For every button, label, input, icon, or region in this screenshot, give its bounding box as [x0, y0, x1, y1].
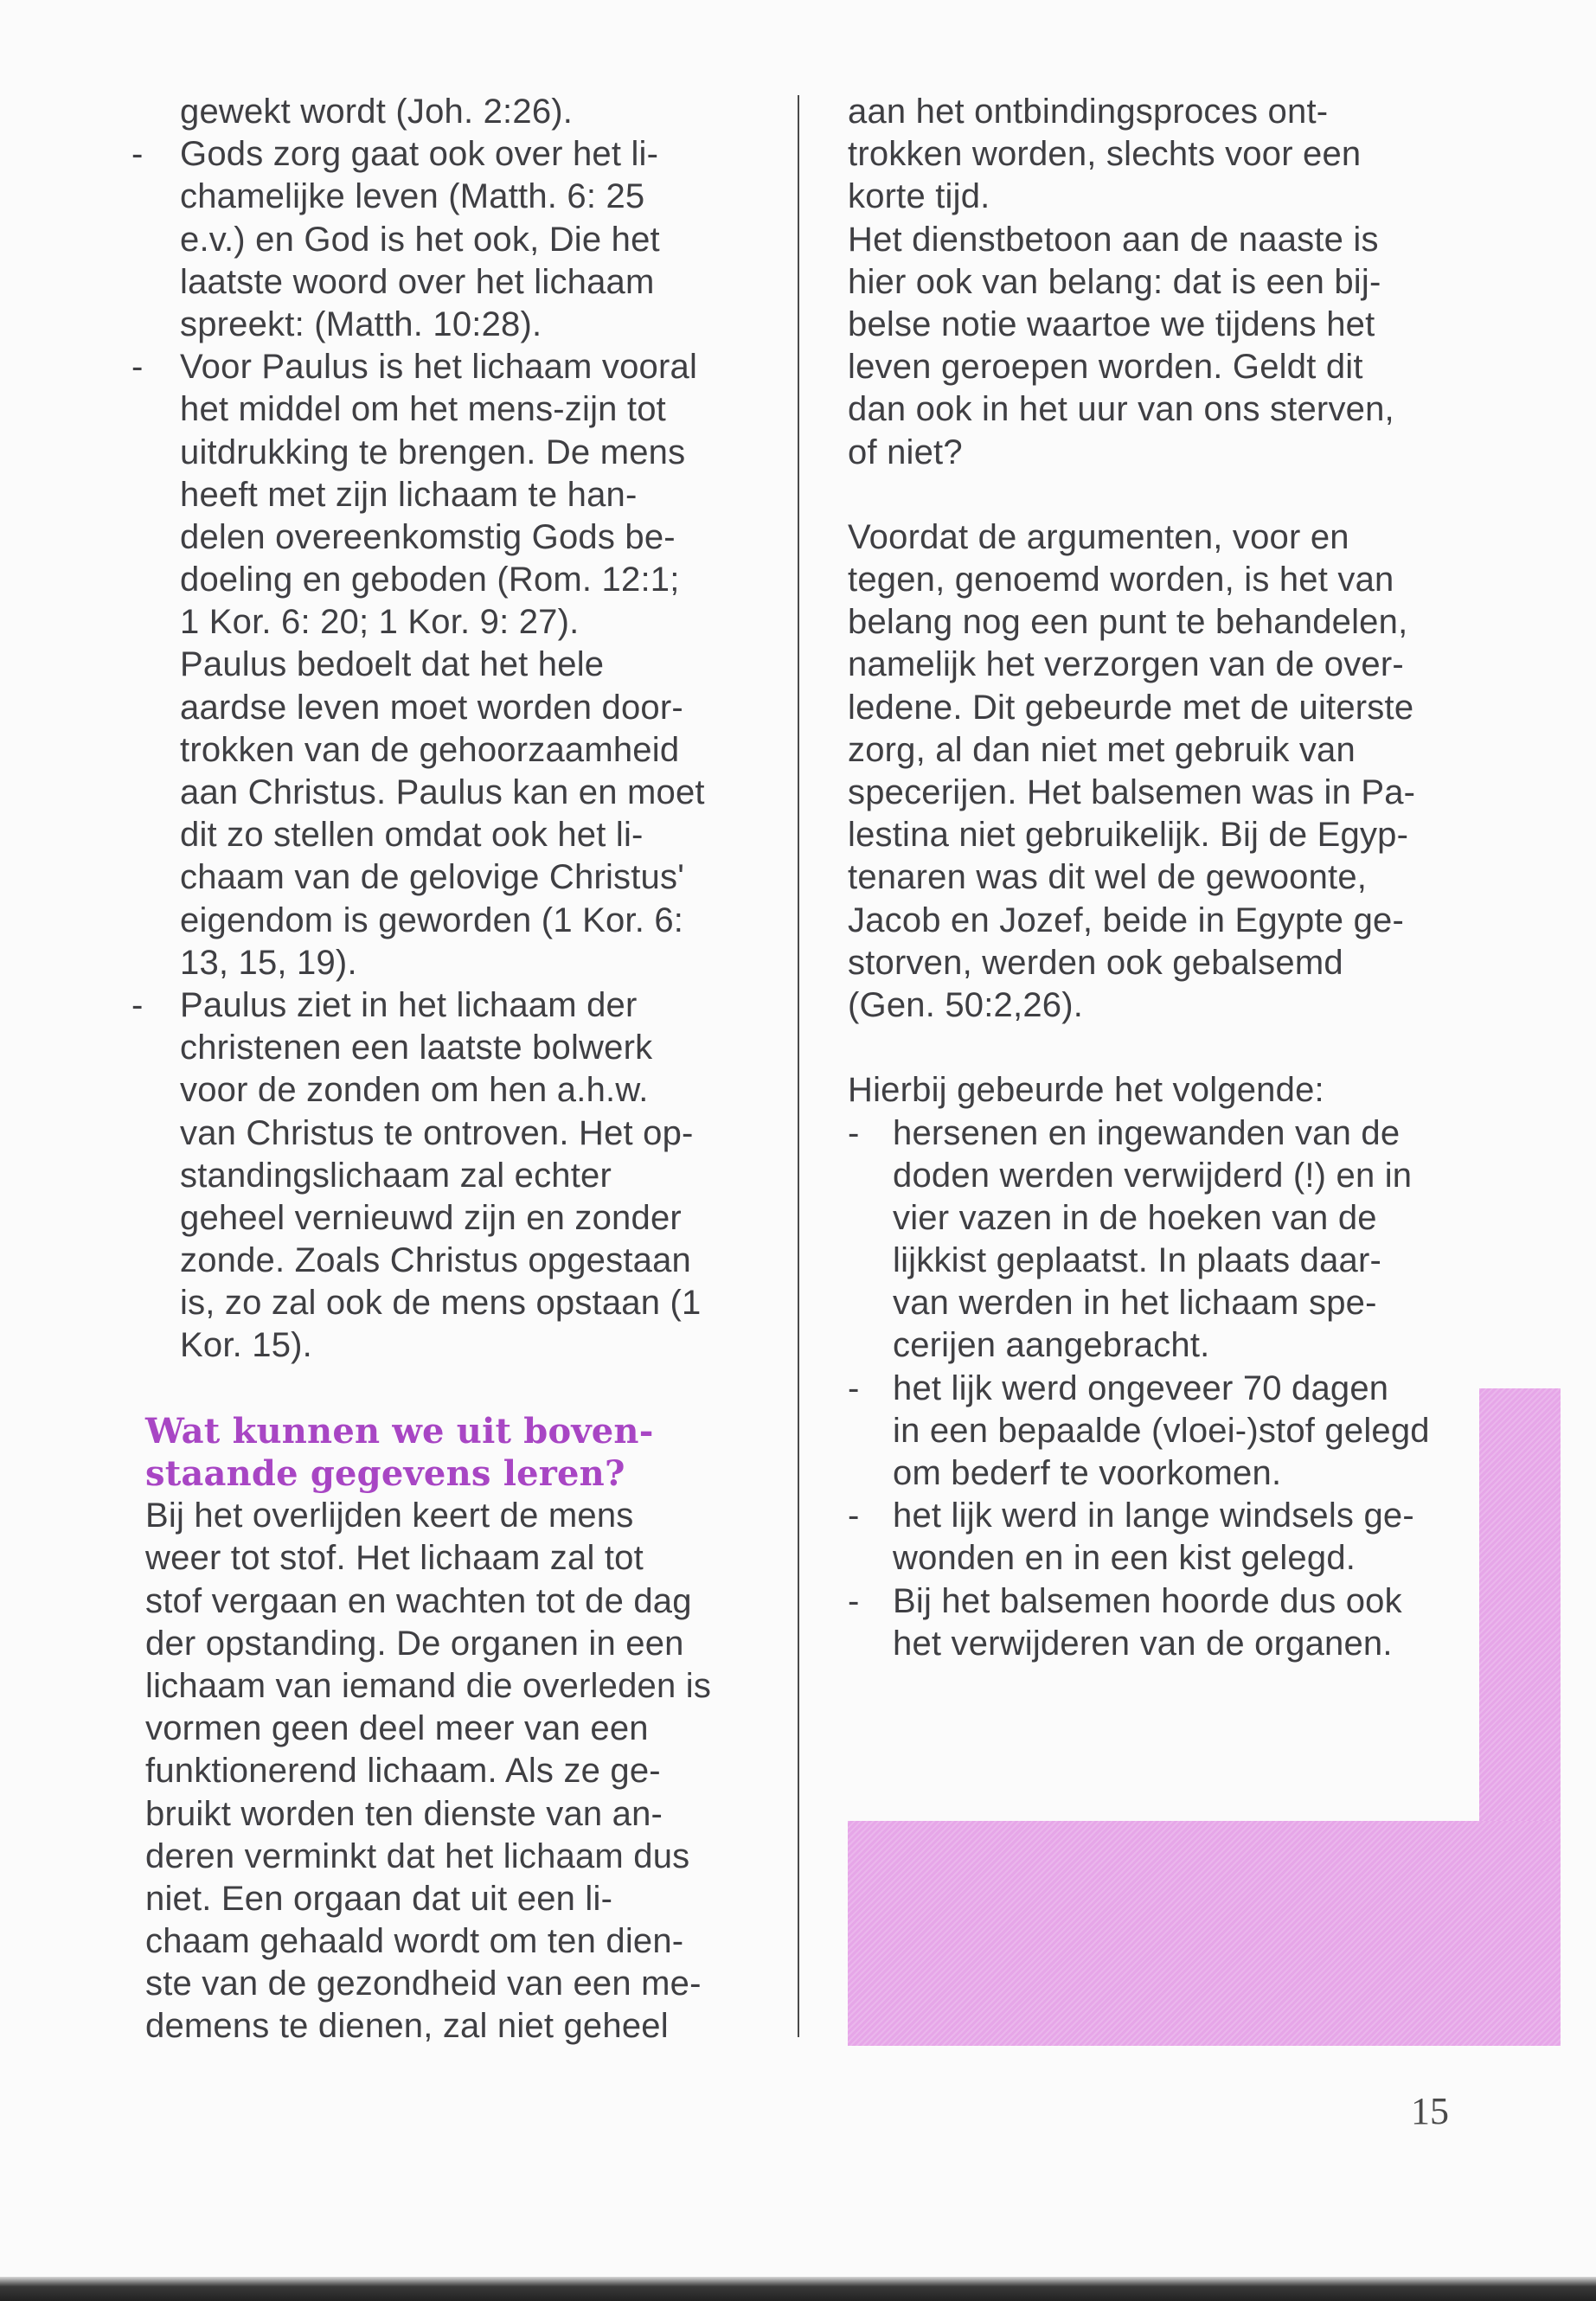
right-paragraph-2: [848, 516, 1479, 1027]
left-list-text: christenen een laatste bolwerk: [180, 1029, 653, 1067]
left-list-line: [147, 1324, 770, 1367]
left-paragraph-line: vormen geen deel meer van een: [145, 1709, 649, 1748]
right-paragraph-2-line: (Gen. 50:2,26).: [848, 985, 1084, 1024]
left-list-line: [147, 388, 770, 431]
left-list-text: eigendom is geworden (1 Kor. 6:: [180, 901, 684, 939]
right-paragraph-1-line: aan het ontbindingsproces ont-: [848, 93, 1329, 131]
left-list-line: [131, 984, 770, 1027]
right-list-line: [848, 1623, 1479, 1665]
left-list-line: [147, 1282, 770, 1324]
left-list-text: dit zo stellen omdat ook het li-: [180, 816, 644, 855]
left-list-line: [147, 1112, 770, 1155]
left-list-text: uitdrukking te brengen. De mens: [180, 433, 686, 471]
left-paragraph-line: stof vergaan en wachten tot de dag: [145, 1581, 692, 1620]
left-list-line: [147, 91, 770, 133]
right-paragraph-2-line: namelijk het verzorgen van de over-: [848, 645, 1404, 684]
left-list-text: spreekt: (Matth. 10:28).: [180, 304, 542, 343]
right-list-line: [848, 1537, 1479, 1580]
right-column: [848, 91, 1479, 1665]
left-list-text: zonde. Zoals Christus opgestaan: [180, 1241, 691, 1280]
right-list-line: [848, 1580, 1479, 1623]
right-list-text: wonden en in een kist gelegd.: [893, 1539, 1356, 1578]
right-paragraph-1-line: leven geroepen worden. Geldt dit: [848, 348, 1363, 387]
right-list-line: [848, 1282, 1479, 1324]
decorative-pink-bar-horizontal: [848, 1821, 1561, 2046]
left-list-line: [147, 432, 770, 474]
right-paragraph-2-line: specerijen. Het balsemen was in Pa-: [848, 773, 1416, 811]
heading-line-1: Wat kunnen we uit boven-: [145, 1410, 654, 1452]
right-list-text: doden werden verwijderd (!) en in: [893, 1156, 1413, 1195]
left-list-text: 1 Kor. 6: 20; 1 Kor. 9: 27).: [180, 603, 580, 642]
right-list-text: vier vazen in de hoeken van de: [893, 1198, 1377, 1237]
right-paragraph-1-line: hier ook van belang: dat is een bij-: [848, 262, 1381, 301]
left-paragraph-line: niet. Een orgaan dat uit een li-: [145, 1879, 613, 1918]
heading-line-2: staande gegevens leren?: [145, 1453, 625, 1494]
bullet-dash: -: [848, 1581, 860, 1620]
left-list-line: [147, 814, 770, 856]
right-list-text: hersenen en ingewanden van de: [893, 1113, 1401, 1152]
left-list-text: chaam van de gelovige Christus': [180, 858, 685, 897]
right-list-text: het lijk werd ongeveer 70 dagen: [893, 1368, 1389, 1407]
right-list-line: [848, 1240, 1479, 1282]
left-list-text: delen overeenkomstig Gods be-: [180, 517, 676, 556]
right-list-text: om bederf te voorkomen.: [893, 1454, 1282, 1492]
left-list-text: trokken van de gehoorzaamheid: [180, 730, 680, 769]
left-paragraph-line: deren verminkt dat het lichaam dus: [145, 1836, 690, 1875]
right-list-line: [848, 1112, 1479, 1155]
left-list-text: geheel vernieuwd zijn en zonder: [180, 1198, 682, 1237]
left-paragraph-line: ste van de gezondheid van een me-: [145, 1965, 702, 2003]
left-list-line: [147, 1240, 770, 1282]
right-list-line: [848, 1495, 1479, 1537]
left-list-line: [131, 133, 770, 176]
left-list-text: chamelijke leven (Matth. 6: 25: [180, 177, 645, 216]
left-list-line: [147, 1069, 770, 1112]
left-paragraph-line: der opstanding. De organen in een: [145, 1624, 684, 1663]
bullet-dash: -: [848, 1368, 860, 1407]
right-paragraph-2-line: Voordat de argumenten, voor en: [848, 517, 1349, 556]
bullet-dash: -: [848, 1497, 860, 1535]
left-list-line: [131, 346, 770, 388]
right-list-line: [848, 1155, 1479, 1197]
left-list-line: [147, 942, 770, 984]
left-paragraph-line: funktionerend lichaam. Als ze ge-: [145, 1752, 661, 1791]
spacer: [147, 1368, 770, 1410]
left-list-line: [147, 1197, 770, 1240]
left-list-line: [147, 601, 770, 644]
bullet-dash: -: [131, 135, 144, 174]
spacer: [848, 1027, 1479, 1069]
right-paragraph-2-line: zorg, al dan niet met gebruik van: [848, 730, 1356, 769]
right-paragraph-1-line: trokken worden, slechts voor een: [848, 135, 1362, 174]
left-paragraph-line: demens te dienen, zal niet geheel: [145, 2007, 669, 2046]
left-list-text: Voor Paulus is het lichaam vooral: [180, 348, 698, 387]
right-paragraph-1-line: of niet?: [848, 433, 963, 471]
left-paragraph-line: chaam gehaald wordt om ten dien-: [145, 1922, 684, 1961]
left-paragraph-line: lichaam van iemand die overleden is: [145, 1666, 712, 1705]
right-list-text: van werden in het lichaam spe-: [893, 1284, 1377, 1323]
right-paragraph-2-line: tenaren was dit wel de gewoonte,: [848, 858, 1368, 897]
right-list-text: het verwijderen van de organen.: [893, 1624, 1393, 1663]
right-paragraph-1-line: korte tijd.: [848, 177, 990, 216]
right-list-line: [848, 1197, 1479, 1240]
left-list-text: van Christus te ontroven. Het op-: [180, 1113, 694, 1152]
right-paragraph-2-line: storven, werden ook gebalsemd: [848, 943, 1343, 982]
left-list-text: het middel om het mens-zijn tot: [180, 390, 667, 429]
section-heading: [145, 1410, 770, 1495]
right-list-text: cerijen aangebracht.: [893, 1326, 1210, 1365]
left-list-text: aan Christus. Paulus kan en moet: [180, 773, 705, 811]
right-paragraph-2-line: ledene. Dit gebeurde met de uiterste: [848, 688, 1414, 727]
left-list-line: [147, 900, 770, 942]
left-list-line: [147, 474, 770, 516]
left-list-line: [147, 176, 770, 218]
left-list-line: [147, 644, 770, 686]
decorative-pink-bar-vertical: [1479, 1388, 1561, 1821]
left-list-text: gewekt wordt (Joh. 2:26).: [180, 93, 574, 131]
left-list-line: [147, 304, 770, 346]
column-divider: [798, 95, 799, 2037]
right-paragraph-1-line: dan ook in het uur van ons sterven,: [848, 390, 1394, 429]
left-list-text: e.v.) en God is het ook, Die het: [180, 220, 660, 259]
left-list-line: [147, 687, 770, 729]
left-list-text: is, zo zal ook de mens opstaan (1: [180, 1284, 702, 1323]
left-list-text: heeft met zijn lichaam te han-: [180, 475, 638, 514]
left-list-line: [147, 856, 770, 899]
right-list-text: in een bepaalde (vloei-)stof gelegd: [893, 1411, 1430, 1450]
right-list-line: [848, 1368, 1479, 1410]
bullet-dash: -: [131, 985, 144, 1024]
left-list-line: [147, 261, 770, 304]
left-paragraph-line: Bij het overlijden keert de mens: [145, 1497, 634, 1535]
left-column: [131, 91, 770, 2048]
right-paragraph-2-line: lestina niet gebruikelijk. Bij de Egyp-: [848, 816, 1409, 855]
right-list-text: lijkkist geplaatst. In plaats daar-: [893, 1241, 1382, 1280]
left-list-text: 13, 15, 19).: [180, 943, 357, 982]
bullet-dash: -: [848, 1113, 860, 1152]
scan-bottom-edge: [0, 2277, 1596, 2301]
left-paragraph-line: weer tot stof. Het lichaam zal tot: [145, 1539, 644, 1578]
right-paragraph-1-line: belse notie waartoe we tijdens het: [848, 304, 1375, 343]
left-paragraph: [145, 1495, 770, 2048]
left-list-line: [147, 559, 770, 601]
left-list-line: [147, 219, 770, 261]
left-list-line: [147, 516, 770, 559]
page-number: 15: [1411, 2090, 1449, 2132]
left-list-text: laatste woord over het lichaam: [180, 262, 655, 301]
left-list-text: doeling en geboden (Rom. 12:1;: [180, 561, 680, 599]
spacer: [848, 474, 1479, 516]
left-list-text: Gods zorg gaat ook over het li-: [180, 135, 659, 174]
right-paragraph-1-line: Het dienstbetoon aan de naaste is: [848, 220, 1379, 259]
right-list-text: Bij het balsemen hoorde dus ook: [893, 1581, 1402, 1620]
left-list-line: [147, 1155, 770, 1197]
left-paragraph-line: bruikt worden ten dienste van an-: [145, 1794, 663, 1833]
right-paragraph-1: [848, 91, 1479, 474]
right-paragraph-2-line: belang nog een punt te behandelen,: [848, 603, 1408, 642]
left-list-text: aardse leven moet worden door-: [180, 688, 683, 727]
left-list-text: Paulus ziet in het lichaam der: [180, 985, 638, 1024]
right-list-line: [848, 1410, 1479, 1452]
left-list-text: Kor. 15).: [180, 1326, 312, 1365]
left-list-text: voor de zonden om hen a.h.w.: [180, 1071, 649, 1110]
right-paragraph-2-line: tegen, genoemd worden, is het van: [848, 561, 1394, 599]
bullet-dash: -: [131, 348, 144, 387]
left-list-line: [147, 772, 770, 814]
right-list-line: [848, 1452, 1479, 1495]
right-list-line: [848, 1324, 1479, 1367]
right-list-text: het lijk werd in lange windsels ge-: [893, 1497, 1414, 1535]
left-list-line: [147, 1027, 770, 1069]
left-list-text: Paulus bedoelt dat het hele: [180, 645, 605, 684]
left-list-text: standingslichaam zal echter: [180, 1156, 612, 1195]
right-bullet-list: [848, 1112, 1479, 1665]
left-bullet-list: [131, 91, 770, 1368]
right-list-intro: Hierbij gebeurde het volgende:: [848, 1071, 1324, 1110]
right-paragraph-2-line: Jacob en Jozef, beide in Egypte ge-: [848, 901, 1404, 939]
left-list-line: [147, 729, 770, 772]
